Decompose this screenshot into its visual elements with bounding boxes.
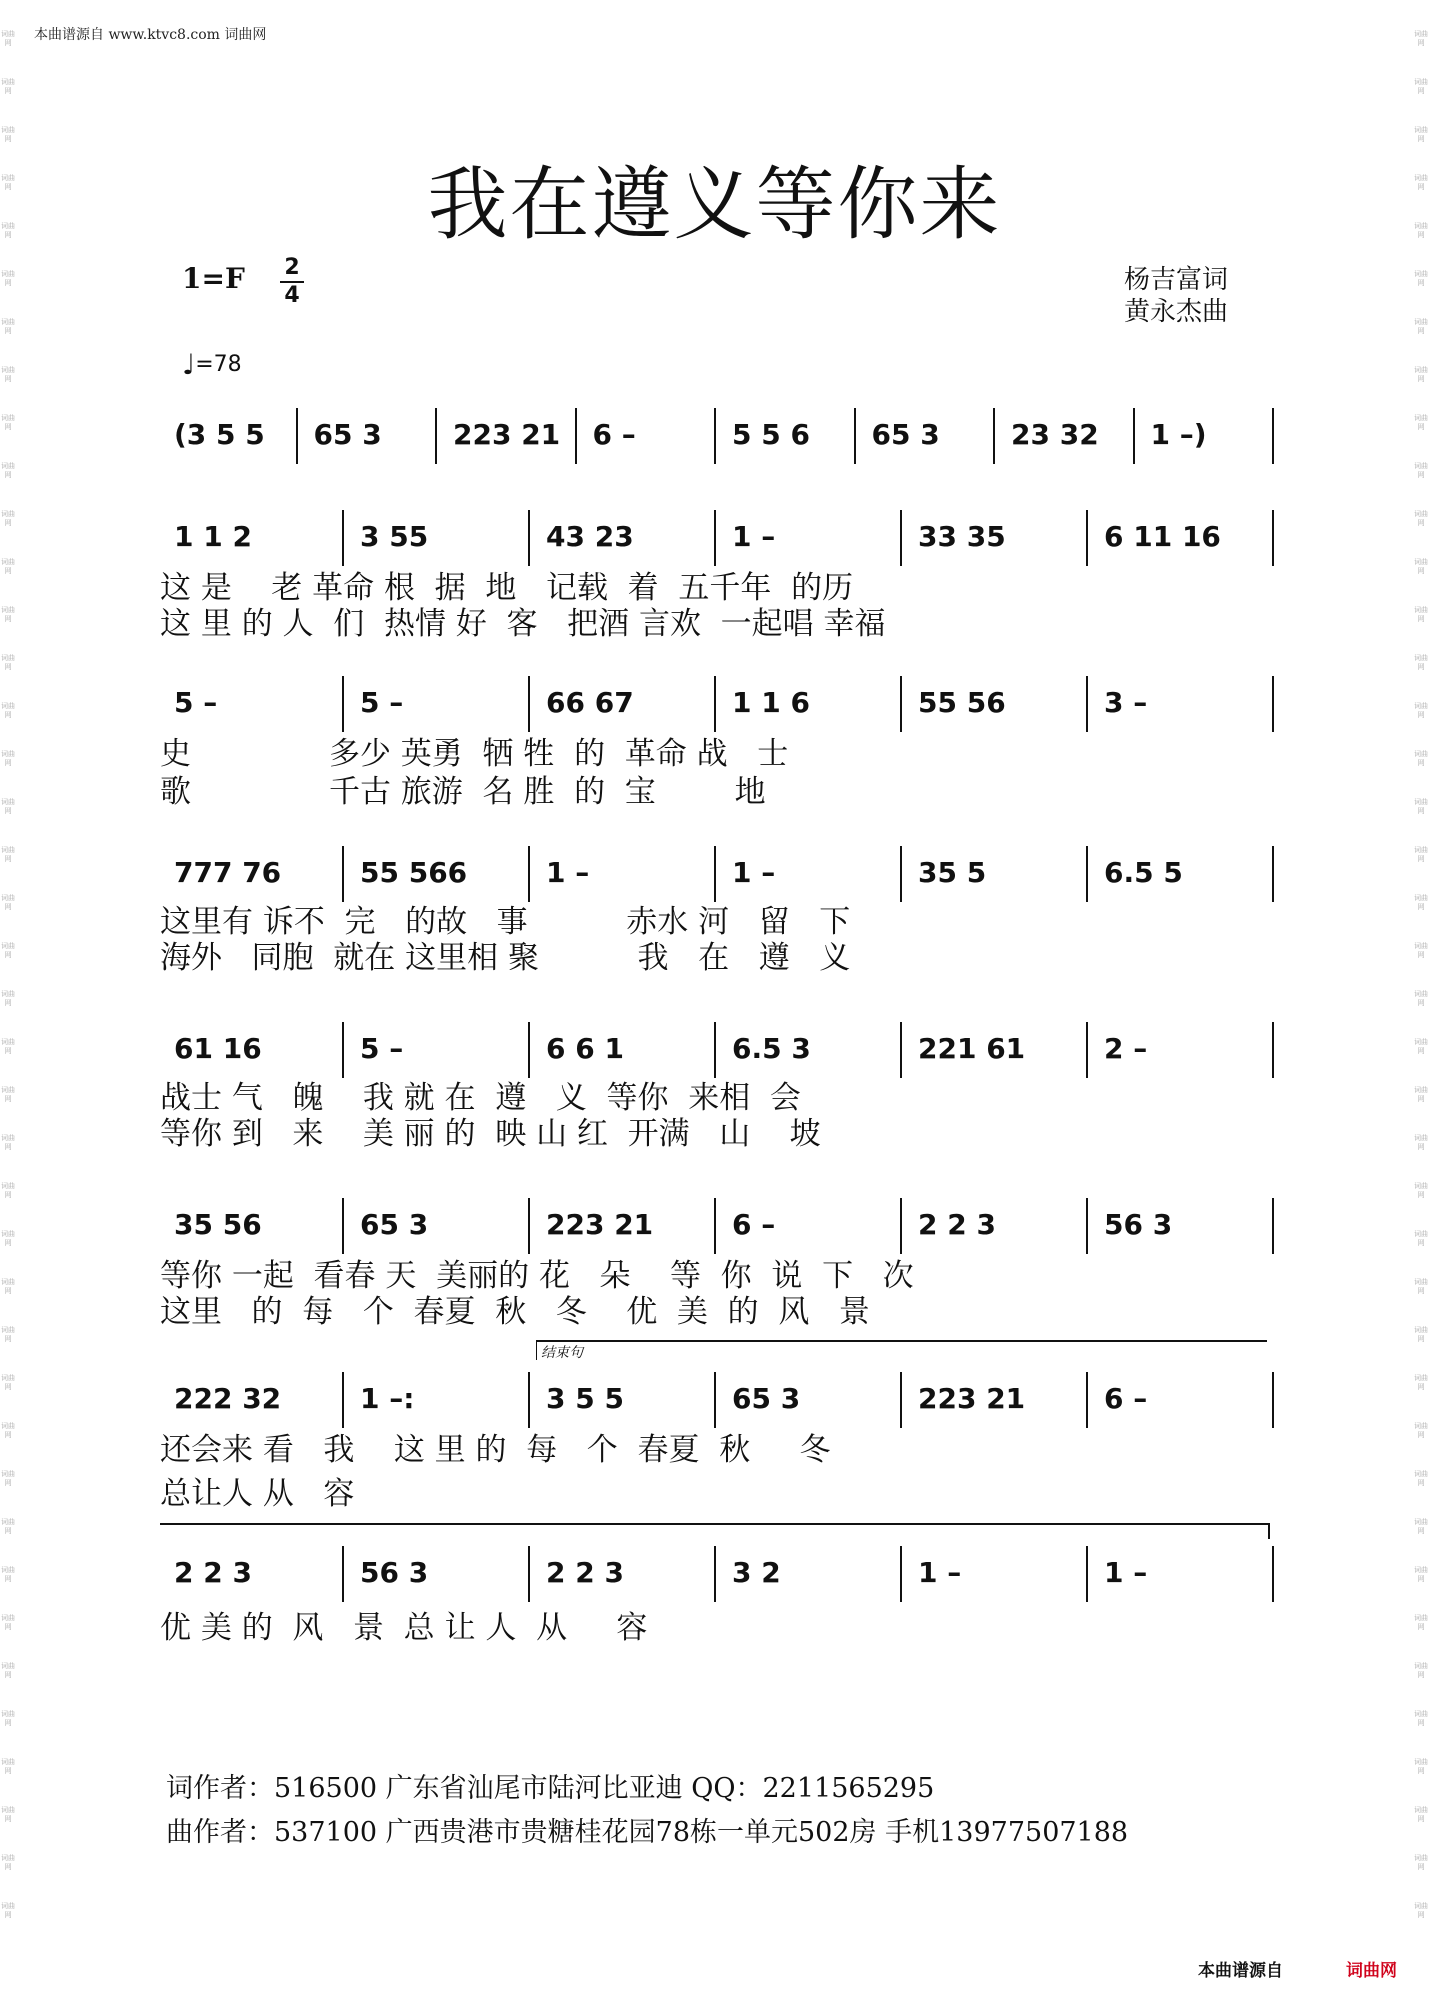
watermark-mark: 词曲网 [1414, 1470, 1428, 1487]
measure: 3 55 [360, 520, 429, 553]
barline [1086, 1372, 1088, 1428]
watermark-mark: 词曲网 [1414, 942, 1428, 959]
barline [1272, 846, 1274, 902]
measure: 65 3 [313, 418, 382, 451]
barline [1086, 1546, 1088, 1602]
watermark-mark: 词曲网 [1, 1614, 15, 1631]
watermark-mark: 词曲网 [1414, 78, 1428, 95]
measure: 1 1 6 [732, 686, 810, 719]
barline [528, 1198, 530, 1254]
barline [342, 1546, 344, 1602]
measure: 221 61 [918, 1032, 1026, 1065]
right-watermark-strip [1413, 30, 1429, 1980]
watermark-mark: 词曲网 [1414, 1230, 1428, 1247]
measure: 777 76 [174, 856, 282, 889]
watermark-mark: 词曲网 [1, 462, 15, 479]
lyric-line: 歌 千古 旅游 名 胜 的 宝 地 [160, 774, 766, 810]
watermark-mark: 词曲网 [1, 750, 15, 767]
barline [1272, 1546, 1274, 1602]
composer-contact: 曲作者：537100 广西贵港市贵糖桂花园78栋一单元502房 手机13977507188 [166, 1817, 1129, 1848]
source-note: 本曲谱源自 www.ktvc8.com 词曲网 [34, 27, 267, 43]
watermark-mark: 词曲网 [1, 1470, 15, 1487]
measure: 55 56 [918, 686, 1006, 719]
barline [528, 1546, 530, 1602]
watermark-mark: 词曲网 [1414, 894, 1428, 911]
watermark-mark: 词曲网 [1414, 1374, 1428, 1391]
measure-group [160, 408, 1276, 468]
watermark-mark: 词曲网 [1414, 510, 1428, 527]
barline [1086, 510, 1088, 566]
measure: 56 3 [360, 1556, 429, 1589]
measure: 3 5 5 [546, 1382, 624, 1415]
measure: 1 – [732, 520, 776, 553]
barline [714, 846, 716, 902]
measure: 33 35 [918, 520, 1006, 553]
watermark-mark: 词曲网 [1, 942, 15, 959]
barline [1272, 1372, 1274, 1428]
measure: 1 – [918, 1556, 962, 1589]
barline [1086, 846, 1088, 902]
time-signature-bottom: 4 [284, 283, 300, 308]
watermark-mark: 词曲网 [1, 270, 15, 287]
watermark-mark: 词曲网 [1, 1230, 15, 1247]
watermark-mark: 词曲网 [1, 222, 15, 239]
measure: 2 2 3 [918, 1208, 996, 1241]
watermark-mark: 词曲网 [1414, 1518, 1428, 1535]
measure: 6 – [732, 1208, 776, 1241]
watermark-mark: 词曲网 [1, 894, 15, 911]
barline [900, 1198, 902, 1254]
tempo-marking [182, 348, 242, 381]
lyric-line: 海外 同胞 就在 这里相 聚 我 在 遵 义 [160, 940, 851, 976]
watermark-mark: 词曲网 [1414, 414, 1428, 431]
watermark-mark: 词曲网 [1414, 1614, 1428, 1631]
watermark-mark: 词曲网 [1414, 1086, 1428, 1103]
watermark-mark: 词曲网 [1414, 1326, 1428, 1343]
watermark-mark: 词曲网 [1, 654, 15, 671]
watermark-mark: 词曲网 [1, 1134, 15, 1151]
watermark-mark: 词曲网 [1, 1038, 15, 1055]
watermark-mark: 词曲网 [1414, 318, 1428, 335]
watermark-mark: 词曲网 [1, 798, 15, 815]
barline [993, 408, 995, 464]
measure: 1 – [546, 856, 590, 889]
watermark-mark: 词曲网 [1, 1374, 15, 1391]
watermark-mark: 词曲网 [1, 1854, 15, 1871]
watermark-mark: 词曲网 [1, 1086, 15, 1103]
barline [296, 408, 298, 464]
watermark-mark: 词曲网 [1414, 270, 1428, 287]
measure: 1 –) [1150, 418, 1207, 451]
measure-group [160, 1198, 1276, 1258]
lyric-line: 等你 到 来 美 丽 的 映 山 红 开满 山 坡 [160, 1116, 821, 1152]
watermark-mark: 词曲网 [1414, 1038, 1428, 1055]
watermark-mark: 词曲网 [1414, 222, 1428, 239]
measure: 65 3 [871, 418, 940, 451]
watermark-mark: 词曲网 [1414, 1182, 1428, 1199]
measure: 5 – [360, 1032, 404, 1065]
song-title: 我在遵义等你来 [427, 158, 1002, 251]
watermark-mark: 词曲网 [1, 558, 15, 575]
barline [900, 510, 902, 566]
watermark-mark: 词曲网 [1, 1758, 15, 1775]
watermark-mark: 词曲网 [1414, 1662, 1428, 1679]
barline [1272, 1198, 1274, 1254]
measure: 65 3 [360, 1208, 429, 1241]
watermark-mark: 词曲网 [1414, 1710, 1428, 1727]
footer-source-label: 本曲谱源自 [1198, 1961, 1283, 1981]
measure: 223 21 [546, 1208, 654, 1241]
time-signature-top: 2 [284, 255, 300, 280]
watermark-mark: 词曲网 [1, 318, 15, 335]
measure: 6.5 5 [1104, 856, 1183, 889]
lyric-line: 这 里 的 人 们 热情 好 客 把酒 言欢 一起唱 幸福 [160, 606, 886, 642]
measure: 2 2 3 [174, 1556, 252, 1589]
barline [1133, 408, 1135, 464]
watermark-mark: 词曲网 [1, 990, 15, 1007]
watermark-mark: 词曲网 [1, 1806, 15, 1823]
measure-group [160, 510, 1276, 570]
measure-group [160, 1372, 1276, 1432]
measure: 35 56 [174, 1208, 262, 1241]
measure: 1 1 2 [174, 520, 252, 553]
watermark-mark: 词曲网 [1, 1518, 15, 1535]
barline [714, 676, 716, 732]
barline [900, 1372, 902, 1428]
watermark-mark: 词曲网 [1, 126, 15, 143]
lyric-line: 总让人 从 容 [160, 1476, 355, 1512]
lyric-line: 史 多少 英勇 牺 牲 的 革命 战 士 [160, 736, 789, 772]
watermark-mark: 词曲网 [1414, 1854, 1428, 1871]
measure: 61 16 [174, 1032, 262, 1065]
measure: 35 5 [918, 856, 987, 889]
key-signature: 1=F [182, 262, 245, 295]
measure: 66 67 [546, 686, 634, 719]
barline [854, 408, 856, 464]
barline [900, 676, 902, 732]
barline [714, 510, 716, 566]
barline [1272, 408, 1274, 464]
watermark-mark: 词曲网 [1414, 702, 1428, 719]
barline [1272, 510, 1274, 566]
measure: 65 3 [732, 1382, 801, 1415]
lyric-line: 这 是 老 革命 根 据 地 记载 着 五千年 的历 [160, 570, 854, 606]
measure: 1 – [732, 856, 776, 889]
measure: 1 –: [360, 1382, 415, 1415]
measure: 223 21 [453, 418, 561, 451]
measure-group [160, 1546, 1276, 1606]
measure: 6 – [592, 418, 636, 451]
watermark-mark: 词曲网 [1, 1902, 15, 1919]
watermark-mark: 词曲网 [1, 1662, 15, 1679]
watermark-mark: 词曲网 [1, 510, 15, 527]
barline [1272, 676, 1274, 732]
watermark-mark: 词曲网 [1, 30, 15, 47]
watermark-mark: 词曲网 [1414, 558, 1428, 575]
watermark-mark: 词曲网 [1414, 606, 1428, 623]
measure: 6 11 16 [1104, 520, 1221, 553]
barline [714, 1198, 716, 1254]
watermark-mark: 词曲网 [1, 1182, 15, 1199]
footer-site-label: 词曲网 [1346, 1961, 1397, 1981]
watermark-mark: 词曲网 [1, 174, 15, 191]
measure: 222 32 [174, 1382, 282, 1415]
measure: 56 3 [1104, 1208, 1173, 1241]
volta-bracket [160, 1523, 1270, 1539]
barline [528, 676, 530, 732]
barline [1086, 676, 1088, 732]
lyric-line: 等你 一起 看春 天 美丽的 花 朵 等 你 说 下 次 [160, 1258, 914, 1294]
watermark-mark: 词曲网 [1, 366, 15, 383]
measure: 5 – [360, 686, 404, 719]
barline [900, 1022, 902, 1078]
lyric-line: 这里有 诉不 完 的故 事 赤水 河 留 下 [160, 904, 851, 940]
lyricist-contact: 词作者：516500 广东省汕尾市陆河比亚迪 QQ：2211565295 [166, 1773, 935, 1804]
watermark-mark: 词曲网 [1414, 1758, 1428, 1775]
watermark-mark: 词曲网 [1, 1566, 15, 1583]
watermark-mark: 词曲网 [1414, 1806, 1428, 1823]
barline [342, 1372, 344, 1428]
measure: 3 – [1104, 686, 1148, 719]
quarter-note-icon: ♩ [182, 348, 196, 381]
watermark-mark: 词曲网 [1414, 366, 1428, 383]
barline [1086, 1198, 1088, 1254]
barline [435, 408, 437, 464]
watermark-mark: 词曲网 [1, 78, 15, 95]
measure: 5 5 6 [732, 418, 810, 451]
end-phrase-label: 结束句 [541, 1345, 583, 1361]
lyricist-credit: 杨吉富词 [1124, 265, 1229, 295]
watermark-mark: 词曲网 [1, 1278, 15, 1295]
credits [1124, 264, 1228, 328]
lyric-line: 还会来 看 我 这 里 的 每 个 春夏 秋 冬 [160, 1432, 831, 1468]
barline [714, 1022, 716, 1078]
watermark-mark: 词曲网 [1, 1326, 15, 1343]
barline [342, 846, 344, 902]
measure: 2 2 3 [546, 1556, 624, 1589]
measure: 6 – [1104, 1382, 1148, 1415]
watermark-mark: 词曲网 [1414, 174, 1428, 191]
watermark-mark: 词曲网 [1414, 462, 1428, 479]
measure: 5 – [174, 686, 218, 719]
measure: 43 23 [546, 520, 634, 553]
tempo-value: =78 [195, 352, 242, 377]
measure: 6.5 3 [732, 1032, 811, 1065]
watermark-mark: 词曲网 [1, 1710, 15, 1727]
barline [900, 846, 902, 902]
watermark-mark: 词曲网 [1414, 990, 1428, 1007]
watermark-mark: 词曲网 [1414, 1902, 1428, 1919]
barline [342, 1022, 344, 1078]
barline [528, 1022, 530, 1078]
measure: 55 566 [360, 856, 468, 889]
measure: (3 5 5 [174, 418, 265, 451]
watermark-mark: 词曲网 [1414, 654, 1428, 671]
time-signature [280, 256, 304, 308]
watermark-mark: 词曲网 [1, 702, 15, 719]
watermark-mark: 词曲网 [1414, 1278, 1428, 1295]
measure: 1 – [1104, 1556, 1148, 1589]
barline [714, 408, 716, 464]
barline [528, 1372, 530, 1428]
barline [342, 510, 344, 566]
end-phrase-bracket [536, 1340, 1267, 1360]
measure: 223 21 [918, 1382, 1026, 1415]
lyric-line: 战士 气 魄 我 就 在 遵 义 等你 来相 会 [160, 1080, 801, 1116]
barline [575, 408, 577, 464]
lyric-line: 优 美 的 风 景 总 让 人 从 容 [160, 1610, 648, 1646]
barline [1272, 1022, 1274, 1078]
lyric-line: 这里 的 每 个 春夏 秋 冬 优 美 的 风 景 [160, 1294, 870, 1330]
watermark-mark: 词曲网 [1414, 1422, 1428, 1439]
barline [900, 1546, 902, 1602]
barline [342, 1198, 344, 1254]
watermark-mark: 词曲网 [1, 846, 15, 863]
measure: 23 32 [1011, 418, 1099, 451]
watermark-mark: 词曲网 [1414, 846, 1428, 863]
watermark-mark: 词曲网 [1414, 798, 1428, 815]
watermark-mark: 词曲网 [1, 414, 15, 431]
watermark-mark: 词曲网 [1414, 30, 1428, 47]
barline [342, 676, 344, 732]
composer-credit: 黄永杰曲 [1124, 297, 1229, 327]
measure: 2 – [1104, 1032, 1148, 1065]
barline [1086, 1022, 1088, 1078]
watermark-mark: 词曲网 [1, 606, 15, 623]
watermark-mark: 词曲网 [1414, 750, 1428, 767]
left-watermark-strip [0, 30, 16, 1980]
watermark-mark: 词曲网 [1414, 1134, 1428, 1151]
watermark-mark: 词曲网 [1, 1422, 15, 1439]
barline [528, 510, 530, 566]
barline [714, 1372, 716, 1428]
measure: 3 2 [732, 1556, 781, 1589]
measure-group [160, 676, 1276, 736]
barline [528, 846, 530, 902]
watermark-mark: 词曲网 [1414, 1566, 1428, 1583]
measure: 6 6 1 [546, 1032, 624, 1065]
barline [714, 1546, 716, 1602]
watermark-mark: 词曲网 [1414, 126, 1428, 143]
